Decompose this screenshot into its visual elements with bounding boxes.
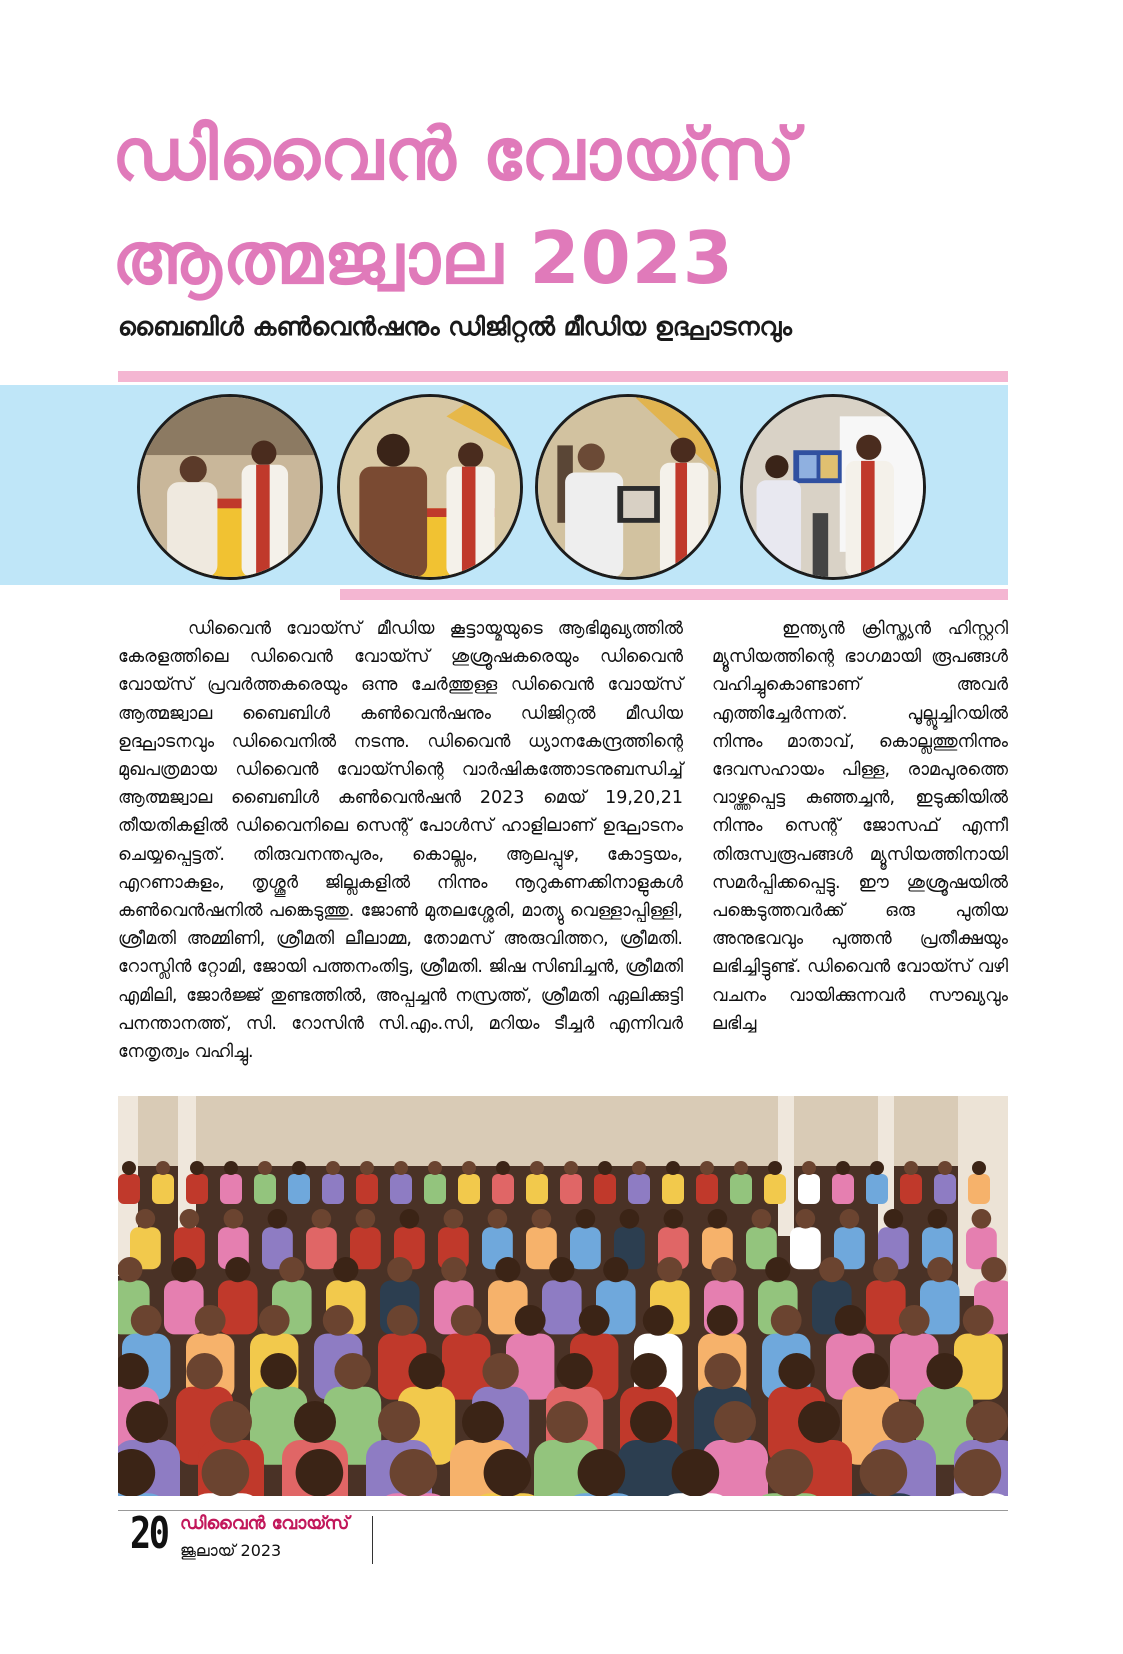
article-left-text: ഡിവൈൻ വോയ്സ് മീഡിയ കൂട്ടായ്മയുടെ ആഭിമുഖ്യത്തിൽ കേരളത്തിലെ ഡിവൈൻ വോയ്സ് ശുശ്രൂഷകരെയും ഡിവൈൻ വോയ്സ് പ്രവർത്തകരെയും ഒന്നു ചേർത്തുള്ള ഡിവൈൻ വോയ്സ് ആത്മജ്വാല ബൈബിൾ കൺവെൻഷനും ഡിജിറ്റൽ മീഡിയ ഉദ്ഘാടനവും ഡിവൈനിൽ നടന്നു. ഡിവൈൻ ധ്യാനകേന്ദ്രത്തിന്റെ മുഖപത്രമായ ഡിവൈൻ വോയ്സിന്റെ വാർഷികത്തോടനുബന്ധിച്ച് ആത്മജ്വാല ബൈബിൾ കൺവെൻഷൻ 2023 മെയ് 19,20,21 തീയതികളിൽ ഡിവൈനിലെ സെന്റ് പോൾസ് ഹാളിലാണ് ഉദ്ഘാടനം ചെയ്യപ്പെട്ടത്. തിരുവനന്തപുരം, കൊല്ലം, ആലപ്പുഴ, കോട്ടയം, എറണാകുളം, തൃശ്ശൂർ ജില്ലകളിൽ നിന്നും നൂറുകണക്കിനാളുകൾ കൺവെൻഷനിൽ പങ്കെടുത്തു. ജോൺ മുതലശ്ശേരി, മാത്യു വെള്ളാപ്പിള്ളി, ശ്രീമതി അമ്മിണി, ശ്രീമതി ലീലാമ്മ, തോമസ് അരുവിത്തറ, ശ്രീമതി. റോസ്ലിൻ റ്റോമി, ജോയി പത്തനംതിട്ട, ശ്രീമതി. ജിഷ സിബിച്ചൻ, ശ്രീമതി എമിലി, ജോർജ്ജ് തുണ്ടത്തിൽ, അപ്പച്ചൻ നസ്രത്ത്, ശ്രീമതി ഏലിക്കുട്ടി പനന്താനത്ത്, സി. റോസിൻ സി.എം.സി, മറിയം ടീച്ചർ എന്നിവർ നേതൃത്വം വഹിച്ചു. (118, 619, 683, 1063)
page-number: 20 (130, 1508, 168, 1559)
magazine-name: ഡിവൈൻ വോയ്സ് (180, 1513, 350, 1534)
crowd-photo (118, 1096, 1008, 1496)
issue-date: ജൂലായ് 2023 (180, 1541, 282, 1560)
bottom-pink-rule (340, 589, 1008, 600)
article-right-column (712, 615, 1008, 1038)
ceremony-photo-3 (535, 394, 721, 580)
subtitle: ബൈബിൾ കൺവെൻഷനും ഡിജിറ്റൽ മീഡിയ ഉദ്ഘാടനവും (118, 312, 792, 341)
ceremony-photo-2 (337, 394, 523, 580)
footer-divider (372, 1516, 373, 1564)
title-line-1: ഡിവൈൻ വോയ്സ് (112, 112, 797, 196)
article-right-text: ഇന്ത്യൻ ക്രിസ്ത്യൻ ഹിസ്റ്ററി മ്യൂസിയത്തിന്റെ ഭാഗമായി രൂപങ്ങൾ വഹിച്ചുകൊണ്ടാണ് അവർ എത്തിച്ചേർന്നത്. പൂല്ലൂച്ചിറയിൽ നിന്നും മാതാവ്, കൊല്ലത്തുനിന്നും ദേവസഹായം പിള്ള, രാമപുരത്തെ വാഴ്ത്തപ്പെട്ട കുഞ്ഞച്ചൻ, ഇടുക്കിയിൽ നിന്നും സെന്റ് ജോസഫ് എന്നീ തിരുസ്വരൂപങ്ങൾ മ്യൂസിയത്തിനായി സമർപ്പിക്കപ്പെട്ടു. ഈ ശുശ്രൂഷയിൽ പങ്കെടുത്തവർക്ക് ഒരു പുതിയ അനുഭവവും പുത്തൻ പ്രതീക്ഷയും ലഭിച്ചിട്ടുണ്ട്. ഡിവൈൻ വോയ്സ് വഴി വചനം വായിക്കുന്നവർ സൗഖ്യവും ലഭിച്ച (712, 619, 1008, 1034)
ceremony-photo-4 (740, 394, 926, 580)
footer-rule (118, 1510, 1008, 1511)
ceremony-photo-1 (137, 394, 323, 580)
article-left-column (118, 615, 683, 1066)
title-line-2: ആത്മജ്വാല 2023 (112, 216, 734, 300)
top-pink-rule (118, 371, 1008, 382)
